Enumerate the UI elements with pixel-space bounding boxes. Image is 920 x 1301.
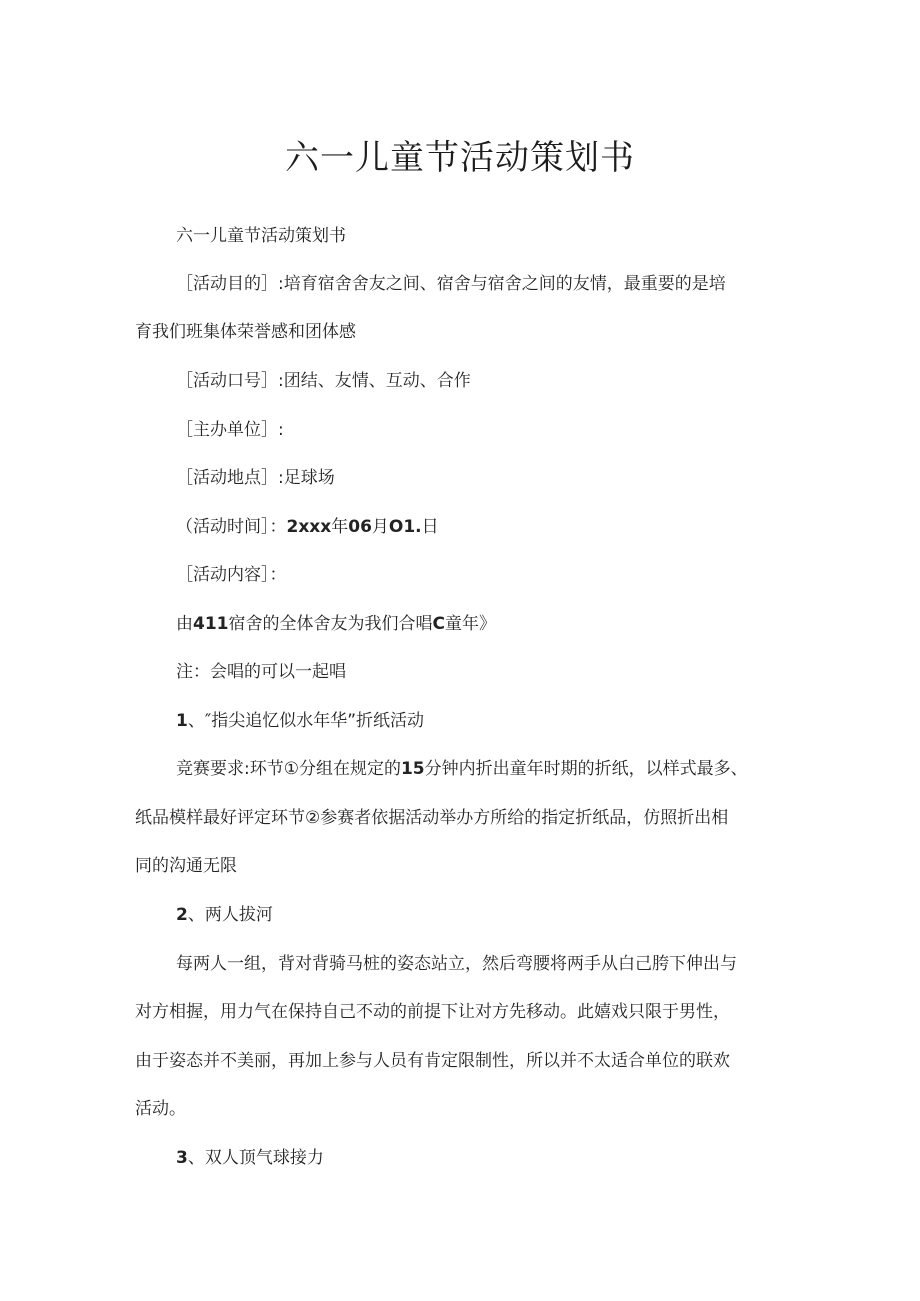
item-2-title: 、两人拔河 [187, 905, 273, 925]
purpose-line-2: 育我们班集体荣誉感和团体感 [135, 322, 356, 342]
location: ［活动地点］:足球场 [176, 468, 335, 488]
slogan: ［活动口号］:团结、友情、互动、合作 [176, 371, 471, 391]
time-month-unit: 月 [371, 517, 389, 537]
organizer: ［主办单位］: [176, 420, 284, 440]
activity-time [0, 515, 920, 539]
time-label: （活动时间］： [176, 517, 287, 537]
time-day-unit: 日 [421, 517, 439, 537]
document-title: 六一儿童节活动策划书 [285, 138, 635, 178]
time-year-value: 2xxx [286, 517, 332, 537]
item-3-heading [0, 1146, 920, 1170]
item-2-number: 2 [176, 905, 188, 925]
item-1-req-line-3: 同的沟通无限 [135, 856, 237, 876]
song-post: 童年》 [444, 614, 496, 634]
subtitle: 六一儿童节活动策划书 [176, 226, 346, 246]
item-1-req-a: 竞赛要求:环节①分组在规定的 [176, 759, 401, 779]
item-2-heading [0, 903, 920, 927]
item-2-desc-line-3: 由于姿态并不美丽，再加上参与人员有肯定限制性，所以并不太适合单位的联欢 [135, 1051, 730, 1071]
item-2-desc-line-1: 每两人一组，背对背骑马桩的姿态站立，然后弯腰将两手从白己胯下伸出与 [176, 954, 737, 974]
song-mid: 宿舍的全体舍友为我们合唱 [228, 614, 433, 634]
item-1-heading [0, 709, 920, 733]
purpose-line-1: ［活动目的］:培育宿舍舍友之间、宿舍与宿舍之间的友情，最重要的是培 [176, 274, 726, 294]
song-line [0, 612, 920, 636]
item-2-desc-line-4: 活动。 [135, 1099, 186, 1119]
item-1-req-b: 分钟内折出童年时期的折纸，以样式最多、 [424, 759, 748, 779]
item-1-req-line-2: 纸品模样最好评定环节②参赛者依据活动举办方所给的指定折纸品，仿照折出相 [135, 808, 729, 828]
time-month-value: 06 [348, 517, 372, 537]
time-year-unit: 年 [331, 517, 349, 537]
time-day-value: O1. [388, 517, 422, 537]
item-1-title: 、″指尖追忆似水年华”折纸活动 [187, 711, 425, 731]
song-c: C [432, 614, 445, 634]
content-label: ［活动内容］： [176, 565, 287, 585]
item-1-number: 1 [176, 711, 188, 731]
item-1-req-line-1 [0, 757, 920, 781]
note: 注：会唱的可以一起唱 [176, 662, 346, 682]
item-3-title: 、双人顶气球接力 [187, 1148, 324, 1168]
item-3-number: 3 [176, 1148, 188, 1168]
song-dorm-number: 411 [193, 614, 229, 634]
song-pre: 由 [176, 614, 193, 634]
item-1-req-minutes: 15 [400, 759, 425, 779]
item-2-desc-line-2: 对方相握，用力气在保持自己不动的前提下让对方先移动。此嬉戏只限于男性， [135, 1002, 730, 1022]
